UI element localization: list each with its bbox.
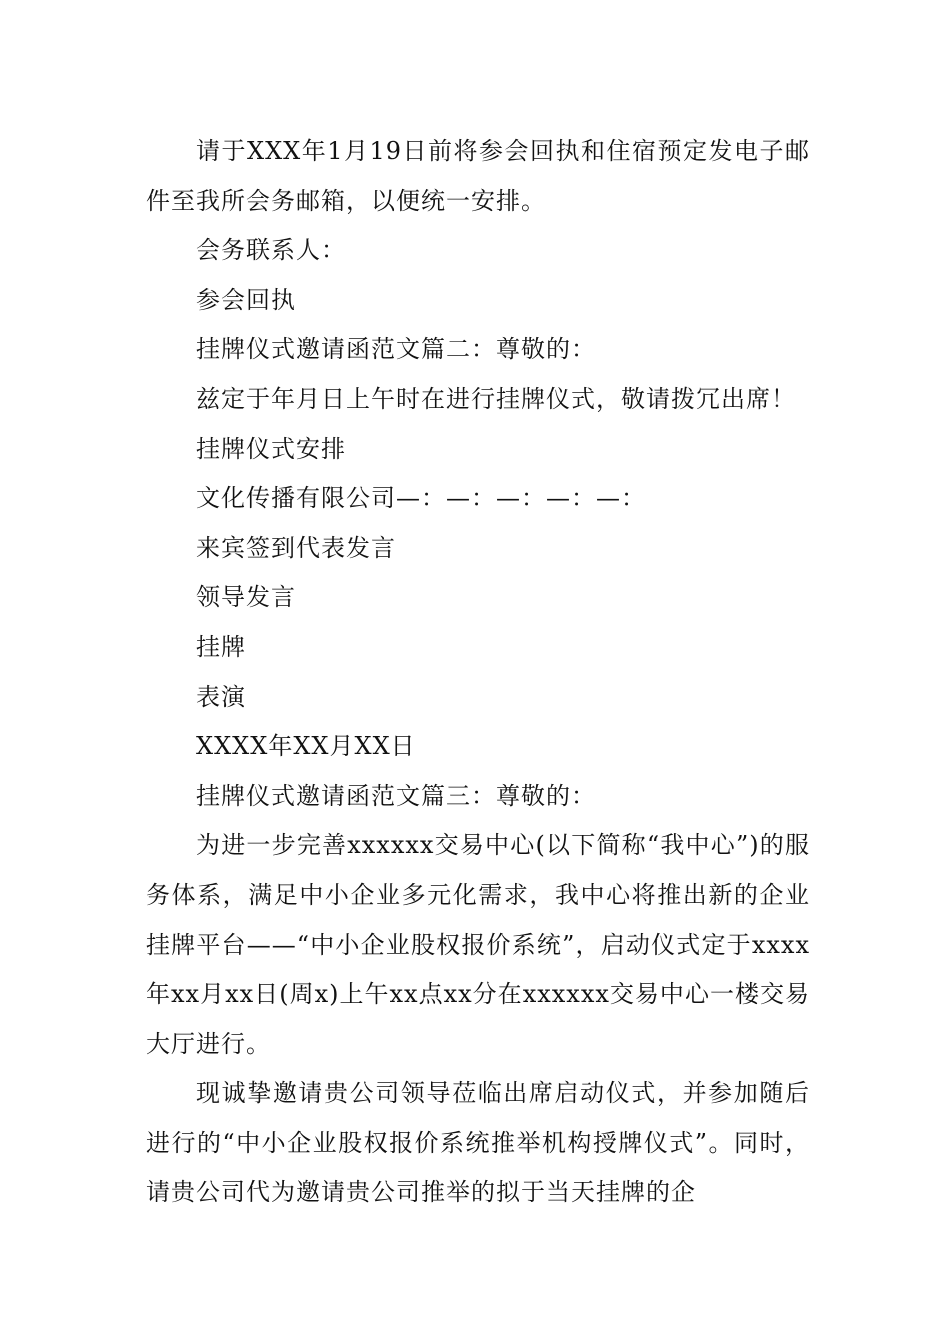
paragraph-ceremony-schedule: 挂牌仪式安排 — [196, 434, 346, 463]
paragraph-sample-two-heading: 挂牌仪式邀请函范文篇二：尊敬的： — [196, 335, 596, 364]
document-body — [146, 127, 810, 1218]
paragraph-invitation-request: 现诚挚邀请贵公司领导莅临出席启动仪式，并参加随后进行的“中小企业股权报价系统推举机构授牌仪式”。同时，请贵公司代为邀请贵公司推举的拟于当天挂牌的企 — [146, 1079, 810, 1207]
paragraph-submission-deadline: 请于XXX年1月19日前将参会回执和住宿预定发电子邮件至我所会务邮箱，以便统一安排。 — [146, 137, 810, 215]
paragraph-date: XXXX年XX月XX日 — [196, 732, 416, 761]
paragraph-launch-announcement: 为进一步完善xxxxxx交易中心(以下简称“我中心”)的服务体系，满足中小企业多元化需求，我中心将推出新的企业挂牌平台——“中小企业股权报价系统”，启动仪式定于xxxx年xx月xx日(周x)上午xx点xx分在xxxxxx交易中心一楼交易大厅进行。 — [146, 831, 810, 1058]
paragraph-sample-three-heading: 挂牌仪式邀请函范文篇三：尊敬的： — [196, 781, 596, 810]
paragraph-guest-signin: 来宾签到代表发言 — [196, 533, 396, 562]
paragraph-attendance-receipt: 参会回执 — [196, 285, 296, 314]
paragraph-plaque-hanging: 挂牌 — [196, 632, 246, 661]
paragraph-leader-speech: 领导发言 — [196, 583, 296, 612]
paragraph-invitation-text: 兹定于年月日上午时在进行挂牌仪式，敬请拨冗出席！ — [196, 384, 796, 413]
paragraph-contact-person: 会务联系人： — [196, 236, 346, 265]
paragraph-company-line: 文化传播有限公司—：—：—：—：—： — [196, 484, 646, 513]
paragraph-performance: 表演 — [196, 682, 246, 711]
